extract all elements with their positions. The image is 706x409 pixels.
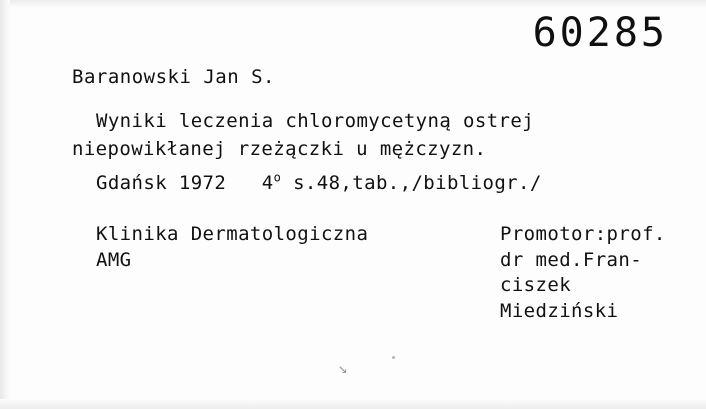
imprint-place-year: Gdańsk 1972 xyxy=(96,172,227,194)
paper-edge-top xyxy=(0,0,706,8)
promoter-line-4: Miedziński xyxy=(500,299,619,322)
paper-edge-left xyxy=(0,0,10,409)
affiliation-block xyxy=(96,222,368,273)
promoter-line-1: Promotor:prof. xyxy=(500,223,666,245)
affiliation-line-2: AMG xyxy=(96,248,132,271)
promoter-line-2: dr med.Fran- xyxy=(500,248,643,271)
affiliation-line-1: Klinika Dermatologiczna xyxy=(96,223,369,245)
promoter-block xyxy=(500,222,706,325)
paper-edge-bottom xyxy=(0,399,706,409)
imprint-format-superscript: o xyxy=(273,170,282,185)
imprint-extent: s.48,tab.,/bibliogr./ xyxy=(293,172,542,194)
promoter-line-3: ciszek xyxy=(500,274,572,297)
imprint-format-number: 4 xyxy=(261,172,274,194)
paper-speck xyxy=(392,356,395,359)
catalog-number: 60285 xyxy=(532,10,668,56)
title-block xyxy=(72,108,682,163)
title-line-2: niepowikłanej rzeżączki u mężczyzn. xyxy=(72,137,487,160)
pencil-smudge-mark: ↘ xyxy=(338,358,348,377)
title-line-1: Wyniki leczenia chloromycetyną ostrej xyxy=(96,110,535,132)
author-name: Baranowski Jan S. xyxy=(72,66,275,88)
imprint-line xyxy=(96,172,542,194)
